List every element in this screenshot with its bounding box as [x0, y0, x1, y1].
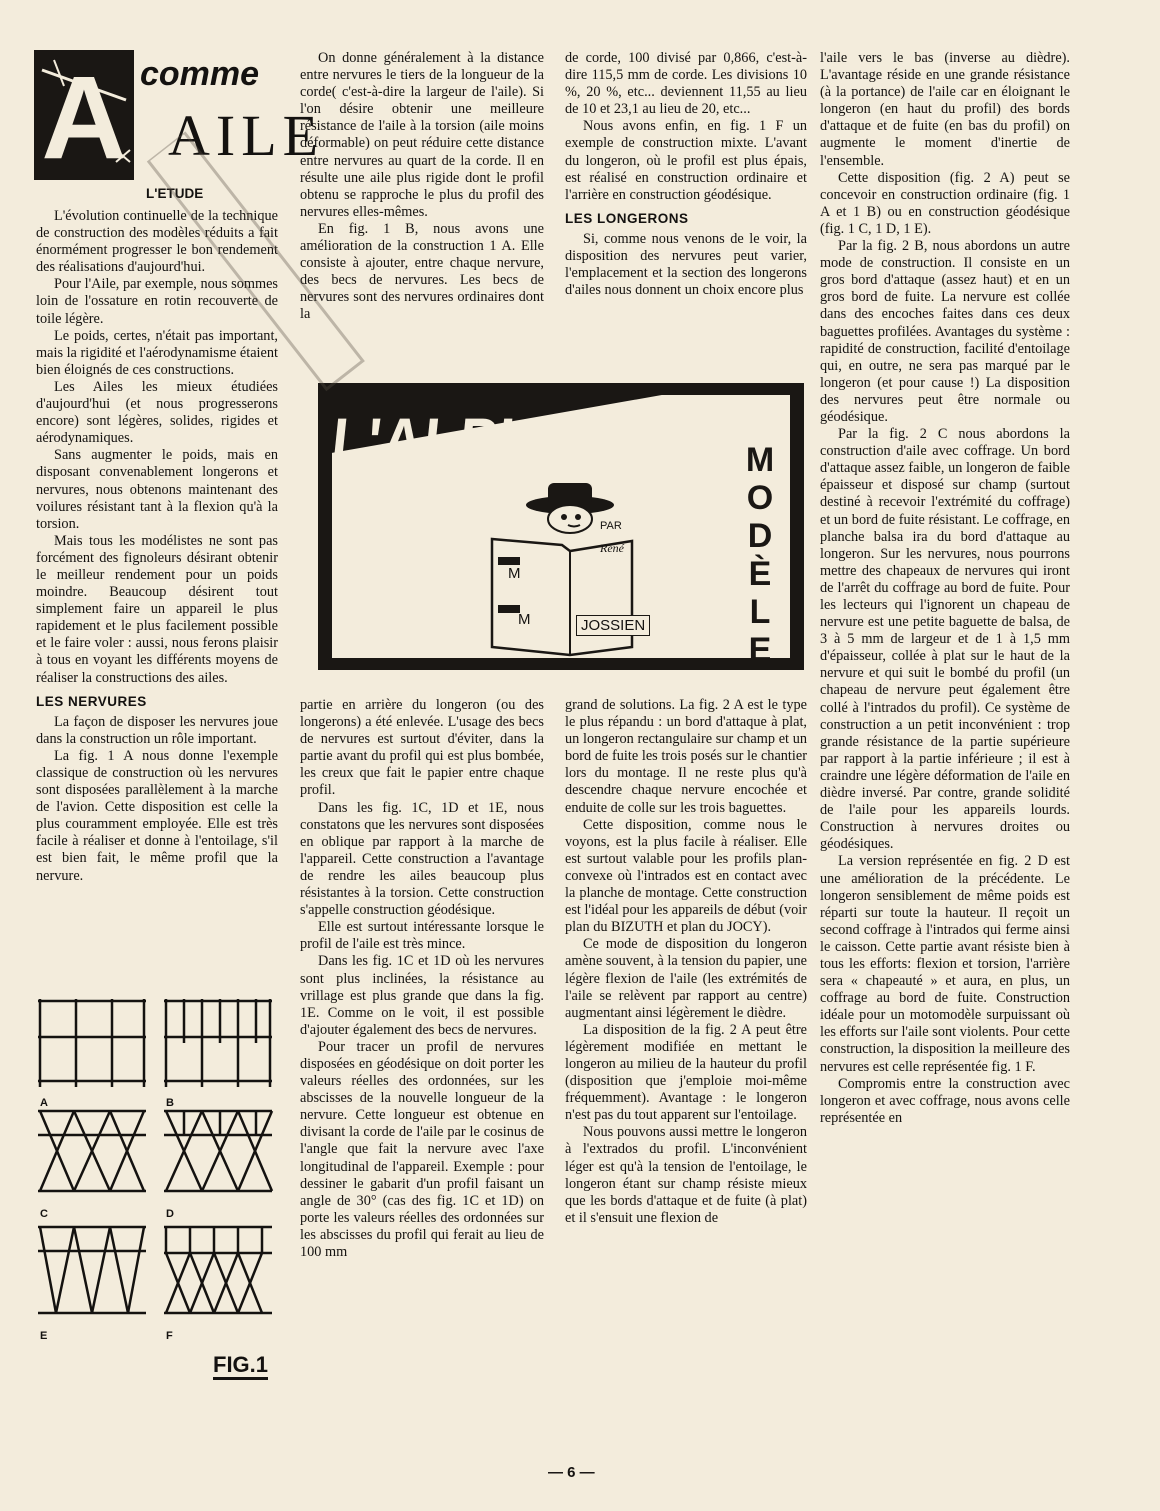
paragraph: L'évolution continuelle de la technique de construction des modèles réduits a fait énormément progresser le bon rendement des réalisations d'aujourd'hui. — [36, 208, 278, 276]
comme-word: comme — [140, 55, 260, 93]
letter-a-emblem — [34, 50, 134, 184]
fig-label-d: D — [166, 1208, 174, 1220]
column-4 — [820, 50, 1070, 1127]
col3-text — [565, 50, 807, 204]
fig-label-a: A — [40, 1097, 48, 1109]
column-3-top — [565, 50, 807, 299]
sign-letter-m1: M — [508, 565, 521, 582]
section-heading-nervures: LES NERVURES — [36, 693, 147, 709]
paragraph: Compromis entre la construction avec longeron et avec coffrage, nous avons celle représentée en — [820, 1075, 1070, 1126]
paragraph: On donne généralement à la distance entre nervures le tiers de la longueur de la corde( c'est-à-dire la largeur de l'aile). Si l'on désire obtenir une meilleure résistance de l'aile à la torsion (aile moins déformable) on peut réduire cette distance entre nervures au quart de la corde. Il en résulte une aile plus rigide dont le profil obtenu se rapproche le plus du profil des nervures elles-mêmes. — [300, 50, 544, 220]
paragraph: Dans les fig. 1C, 1D et 1E, nous constatons que les nervures sont disposées en oblique par rapport à la marche de l'appareil. Cette construction a l'avantage de rendre les ailes beaucoup plus résistantes à la torsion. Cette construction s'appelle construction géodésique. — [300, 799, 544, 919]
paragraph: Par la fig. 2 B, nous abordons un autre mode de construction. Il consiste en un gros bord d'attaque (assez haut) et en un gros bord de fuite. La nervure est collée dans des encoches faites dans ces deux baguettes profilées. Avantages du système : rapidité de construction, facilité d'entoilage qui, en outre, ne sera pas marqué par le longeron (et pour cause !) La disposition des nervures peut être normale ou géodésique. — [820, 238, 1070, 425]
banner-author: JOSSIEN — [576, 615, 650, 636]
banner-vertical-word — [740, 441, 780, 669]
column-3-bottom — [565, 697, 807, 1227]
paragraph: Le poids, certes, n'était pas important, mais la rigidité et l'aérodynamisme étaient bien éloignés de ces constructions. — [36, 327, 278, 378]
big-letter: A — [41, 52, 127, 184]
fig-label-c: C — [40, 1208, 48, 1220]
paragraph: En fig. 1 B, nous avons une amélioration de la construction 1 A. Elle consiste à ajouter, entre chaque nervure, des becs de nervures. Les becs de nervures sont des nervures ordinaires dont la — [300, 220, 544, 323]
paragraph: Ce mode de disposition du longeron amène souvent, à la tension du papier, une légère flexion de l'aile (les extrémités de l'aile se relèvent par rapport au centre) augmentant ainsi légèrement le dièdre. — [565, 936, 807, 1021]
paragraph: Cette disposition (fig. 2 A) peut se concevoir en construction ordinaire (fig. 1 A et 1 B) ou en construction géodésique (fig. 1 C, 1 D, 1 E). — [820, 169, 1070, 237]
banner-title: L'ALPHABET — [328, 404, 702, 478]
longerons-text — [565, 231, 807, 299]
paragraph: Nous avons enfin, en fig. 1 F un exemple de construction mixte. L'avant du longeron, où le profil est plus épais, est réalisé en construction ordinaire et l'arrière en construction géodésique. — [565, 118, 807, 203]
banner-vertical-letter: L — [749, 593, 771, 631]
paragraph: La façon de disposer les nervures joue dans la construction un rôle important. — [36, 713, 278, 747]
sign-letter-m2: M — [518, 611, 531, 628]
banner-vertical-letter: M — [745, 441, 775, 479]
banner-vertical-letter: O — [746, 479, 774, 517]
banner-du: du — [743, 400, 773, 427]
paragraph: La version représentée en fig. 2 D est une amélioration de la précédente. Le longeron sensiblement de même poids est réparti sur toute la hauteur. Il reçoit un second coffrage à l'intrados qui ferme ainsi le caisson. Cette partie avant résiste bien à tous les efforts: flexion et torsion, l'arrière sera « chapeauté » et aura, en plus, un coffrage au bord de fuite. Construction idéale pour un motomodèle surpuissant où les efforts sur l'aile sont violents. Pour cette construction, la disposition la meilleure des nervures est celle représentée fig. 1 F. — [820, 853, 1070, 1075]
paragraph: l'aile vers le bas (inverse au dièdre). L'avantage réside en une grande résistance (à la portance) de l'aile car en éloignant le longeron (en haut du profil) des bords d'attaque et de fuite (en bas du profil) on augmente le moment d'inertie de l'ensemble. — [820, 50, 1070, 169]
paragraph: La fig. 1 A nous donne l'exemple classique de construction où les nervures sont disposées parallèlement à la marche de l'avion. Cette disposition est celle la plus couramment employée. Elle est très facile à réaliser et donne à l'entoilage, s'il est bien fait, le même profil que la nervure. — [36, 747, 278, 884]
alphabet-banner — [318, 383, 804, 670]
paragraph: Cette disposition, comme nous le voyons, est la plus facile à réaliser. Elle est surtout valable pour les profils plan-convexe où l'intrados est en contact avec la planche de montage. Cette construction est l'idéal pour les appareils de début (voir plan du BIZUTH et plan du JOCY). — [565, 816, 807, 936]
figure-1-diagram — [34, 995, 282, 1375]
banner-vertical-letter: E — [748, 631, 772, 669]
nervures-text — [36, 714, 278, 885]
column-2-bottom — [300, 697, 544, 1261]
paragraph: partie en arrière du longeron (ou des longerons) a été enlevée. L'usage des becs de nervures est surtout d'éviter, dans la partie avant du profil qui est plus bombée, les creux que fait le papier entre chaque profil. — [300, 697, 544, 799]
paragraph: Pour tracer un profil de nervures disposées en géodésique on doit porter les valeurs réelles des ordonnées, sur les abscisses de la nouvelle longueur de la nervure. Cette longueur est obtenue en divisant la corde de l'aile par le cosinus de l'angle que fait la nervure avec l'axe longitudinal de l'appareil. Exemple : pour dessiner le gabarit d'un profil faisant un angle de 30° (cas des fig. 1C et 1D) on porte les valeurs réelles des ordonnées sur les abscisses du profil qui ferait au lieu de 100 mm — [300, 1038, 544, 1260]
paragraph: Elle est surtout intéressante lorsque le profil de l'aile est très mince. — [300, 919, 544, 953]
fig-label-b: B — [166, 1097, 174, 1109]
paragraph: Par la fig. 2 C nous abordons la construction d'aile avec coffrage. Un bord d'attaque assez faible, un longeron de faible épaisseur et disposé sur champ (surtout destiné à recevoir l'extrémité du coffrage) et un bord de fuite résistant. Le coffrage, en planche balsa ira du bord d'attaque au longeron. Sur les nervures, nous pourrons mettre des chapeaux de nervures qui iront de l'arrêt du coffrage au bord de fuite. Pour les lecteurs qui l'ignorent un chapeau de nervure est une petite baguette de balsa, de 3 à 5 mm de largeur et de 1 à 1,5 mm d'épaisseur, collée à plat sur le haut de la nervure et qui suit le bombé du profil (un chapeau de nervure peut également être collé à l'intrados du profil). Ce système de construction a un petit inconvénient : trop grande résistance de la partie supérieure par rapport à la partie inférieure ; il est à craindre une légère déformation de l'aile en dièdre inversé. Par contre, grande solidité de l'aile pour les appareils lourds. Construction à nervures droites ou géodésiques. — [820, 426, 1070, 853]
paragraph: Pour l'Aile, par exemple, nous sommes loin de l'ossature en rotin recouverte de toile légère. — [36, 276, 278, 327]
column-2-top — [300, 50, 544, 324]
page-number: — 6 — — [548, 1464, 595, 1481]
fig-label-f: F — [166, 1330, 173, 1342]
banner-vertical-letter: È — [748, 555, 772, 593]
paragraph: Mais tous les modélistes ne sont pas forcément des fignoleurs désirant obtenir le meilleur rendement pour un poids moindre. Beaucoup désirent tout simplement faire un appareil le plus rapidement et le plus facilement possible et le faire voler : aussi, nous ferons plaisir à tous en voyant les différents moyens de réaliser la constructions des ailes. — [36, 532, 278, 686]
fig-label-e: E — [40, 1330, 48, 1342]
section-heading-longerons: LES LONGERONS — [565, 210, 689, 226]
banner-par: PAR — [600, 520, 622, 532]
paragraph: Si, comme nous venons de le voir, la disposition des nervures peut varier, l'emplacement et la section des longerons d'ailes nous donnent un choix encore plus — [565, 230, 807, 299]
paragraph: Nous pouvons aussi mettre le longeron à l'extrados du profil. L'inconvénient léger est qu'à la tension de l'entoilage, le longeron étant sur champ résiste mieux que les bords d'attaque et de fuite (à plat) et il s'ensuit une flexion de — [565, 1124, 807, 1226]
paragraph: de corde, 100 divisé par 0,866, c'est-à-dire 115,5 mm de corde. Les divisions 10 %, 20 %, etc... deviennent 11,55 au lieu de 10 et 23,1 au lieu de 20, etc... — [565, 50, 807, 118]
paragraph: Dans les fig. 1C et 1D où les nervures sont plus inclinées, la résistance au vrillage est plus grande que dans la fig. 1E. Comme on le voit, il est possible d'ajouter également des becs de nervures. — [300, 953, 544, 1038]
banner-rene: René — [600, 541, 624, 555]
banner-vertical-letter: D — [747, 517, 773, 555]
paragraph: La disposition de la fig. 2 A peut être légèrement modifiée en mettant le longeron au milieu de la hauteur du profil (disposition que j'emploie moi-même fréquemment). Avantage : le longeron n'est pas du tout apparent sur l'entoilage. — [565, 1021, 807, 1124]
section-heading-etude: L'ETUDE — [146, 186, 204, 201]
figure-caption: FIG.1 — [213, 1353, 268, 1380]
paragraph: Les Ailes les mieux étudiées d'aujourd'hui (et nous progresserons encore) sont légères, solides, rigides et aérodynamiques. — [36, 378, 278, 447]
paragraph: Sans augmenter le poids, mais en disposant convenablement longerons et nervures, nous obtenons maintenant des voilures résistant tant à la flexion qu'à la torsion. — [36, 447, 278, 532]
paragraph: grand de solutions. La fig. 2 A est le type le plus répandu : un bord d'attaque à plat, un longeron rectangulaire sur champ et un bord de fuite les trois posés sur le chantier lors du montage. Il ne reste plus qu'à descendre chaque nervure encochée et enduite de colle sur les trois baguettes. — [565, 697, 807, 816]
aile-word: AILE — [168, 103, 325, 168]
